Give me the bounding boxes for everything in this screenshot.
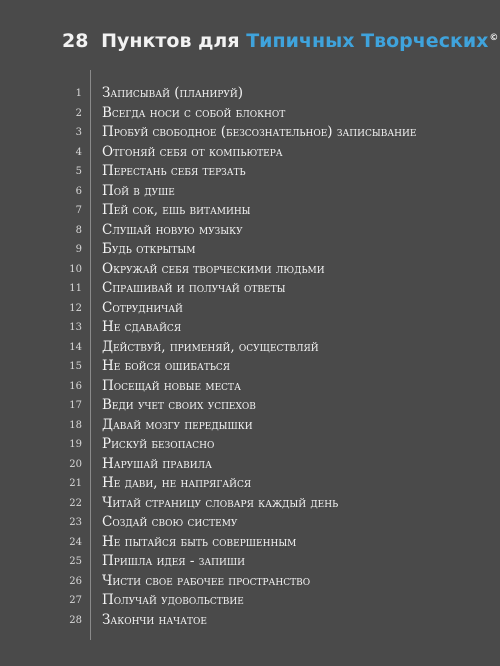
list-item <box>0 533 500 553</box>
item-text: Не пытайся быть совершенным <box>102 533 297 550</box>
list-item <box>0 201 500 221</box>
item-text: Спрашивай и получай ответы <box>102 280 286 296</box>
item-number: 22 <box>69 497 82 509</box>
title-prefix: Пунктов для <box>101 30 240 52</box>
item-number: 13 <box>69 322 82 333</box>
item-text: Давай мозгу передышки <box>102 416 253 433</box>
copyright-mark: © <box>489 32 499 43</box>
list-item <box>0 338 500 358</box>
list-item <box>0 279 500 299</box>
item-text: Нарушай правила <box>102 455 212 472</box>
list-item <box>0 123 500 143</box>
item-text: Всегда носи с собой блокнот <box>102 104 286 121</box>
list-item <box>0 240 500 260</box>
item-number: 19 <box>69 439 82 450</box>
list-item <box>0 572 500 592</box>
tips-list <box>0 84 500 630</box>
list-item <box>0 357 500 377</box>
item-text: Не дави, не напрягайся <box>102 475 252 491</box>
item-text: Рискуй безопасно <box>102 436 215 452</box>
item-number: 6 <box>75 185 82 197</box>
list-item <box>0 396 500 416</box>
item-number: 24 <box>69 536 82 548</box>
item-number: 27 <box>69 595 82 606</box>
item-text: Чисти свое рабочее пространство <box>102 572 311 589</box>
list-item <box>0 104 500 124</box>
item-text: Веди учет своих успехов <box>102 397 256 413</box>
item-number: 1 <box>75 88 82 99</box>
item-number: 12 <box>69 302 82 314</box>
item-number: 28 <box>69 614 82 626</box>
item-text: Закончи начатое <box>102 611 207 628</box>
list-item <box>0 552 500 572</box>
list-item <box>0 611 500 631</box>
item-number: 25 <box>69 556 82 567</box>
item-text: Пришла идея - запиши <box>102 553 245 569</box>
list-item <box>0 513 500 533</box>
item-number: 16 <box>69 380 82 392</box>
item-number: 2 <box>75 107 82 119</box>
item-number: 23 <box>69 517 82 528</box>
list-item <box>0 182 500 202</box>
item-text: Слушай новую музыку <box>102 221 243 238</box>
item-number: 4 <box>75 146 82 158</box>
list-item <box>0 260 500 280</box>
item-number: 21 <box>69 478 82 489</box>
item-text: Окружай себя творческими людьми <box>102 260 325 277</box>
list-item <box>0 377 500 397</box>
item-text: Читай страницу словаря каждый день <box>102 494 339 511</box>
item-number: 9 <box>75 244 82 255</box>
list-item <box>0 455 500 475</box>
list-item <box>0 474 500 494</box>
list-item <box>0 84 500 104</box>
item-number: 3 <box>75 127 82 138</box>
item-number: 15 <box>69 361 82 372</box>
list-item <box>0 416 500 436</box>
list-item <box>0 221 500 241</box>
item-number: 5 <box>75 166 82 177</box>
item-number: 7 <box>75 205 82 216</box>
item-text: Посещай новые места <box>102 377 241 394</box>
item-number: 14 <box>69 341 82 353</box>
item-text: Будь открытым <box>102 241 196 257</box>
item-number: 17 <box>69 400 82 411</box>
item-number: 11 <box>69 283 82 294</box>
item-number: 26 <box>69 575 82 587</box>
page-title <box>62 26 498 56</box>
item-number: 8 <box>75 224 82 236</box>
list-item <box>0 162 500 182</box>
item-text: Отгоняй себя от компьютера <box>102 143 283 160</box>
item-number: 20 <box>69 458 82 470</box>
item-text: Перестань себя терзать <box>102 163 246 179</box>
item-text: Получай удовольствие <box>102 592 244 608</box>
title-accent: Типичных Творческих <box>246 30 489 52</box>
item-text: Действуй, применяй, осуществляй <box>102 338 319 355</box>
item-text: Не сдавайся <box>102 319 182 335</box>
item-number: 10 <box>69 263 82 275</box>
item-text: Пей сок, ешь витамины <box>102 202 251 218</box>
list-item <box>0 591 500 611</box>
title-number: 28 <box>62 30 89 52</box>
item-text: Пой в душе <box>102 182 175 199</box>
list-item <box>0 435 500 455</box>
item-number: 18 <box>69 419 82 431</box>
item-text: Записывай (планируй) <box>102 85 244 101</box>
item-text: Не бойся ошибаться <box>102 358 231 374</box>
list-item <box>0 299 500 319</box>
list-item <box>0 143 500 163</box>
item-text: Пробуй свободное (безсознательное) записывание <box>102 124 417 140</box>
list-item <box>0 494 500 514</box>
item-text: Сотрудничай <box>102 299 183 316</box>
item-text: Создай свою систему <box>102 514 238 530</box>
list-item <box>0 318 500 338</box>
